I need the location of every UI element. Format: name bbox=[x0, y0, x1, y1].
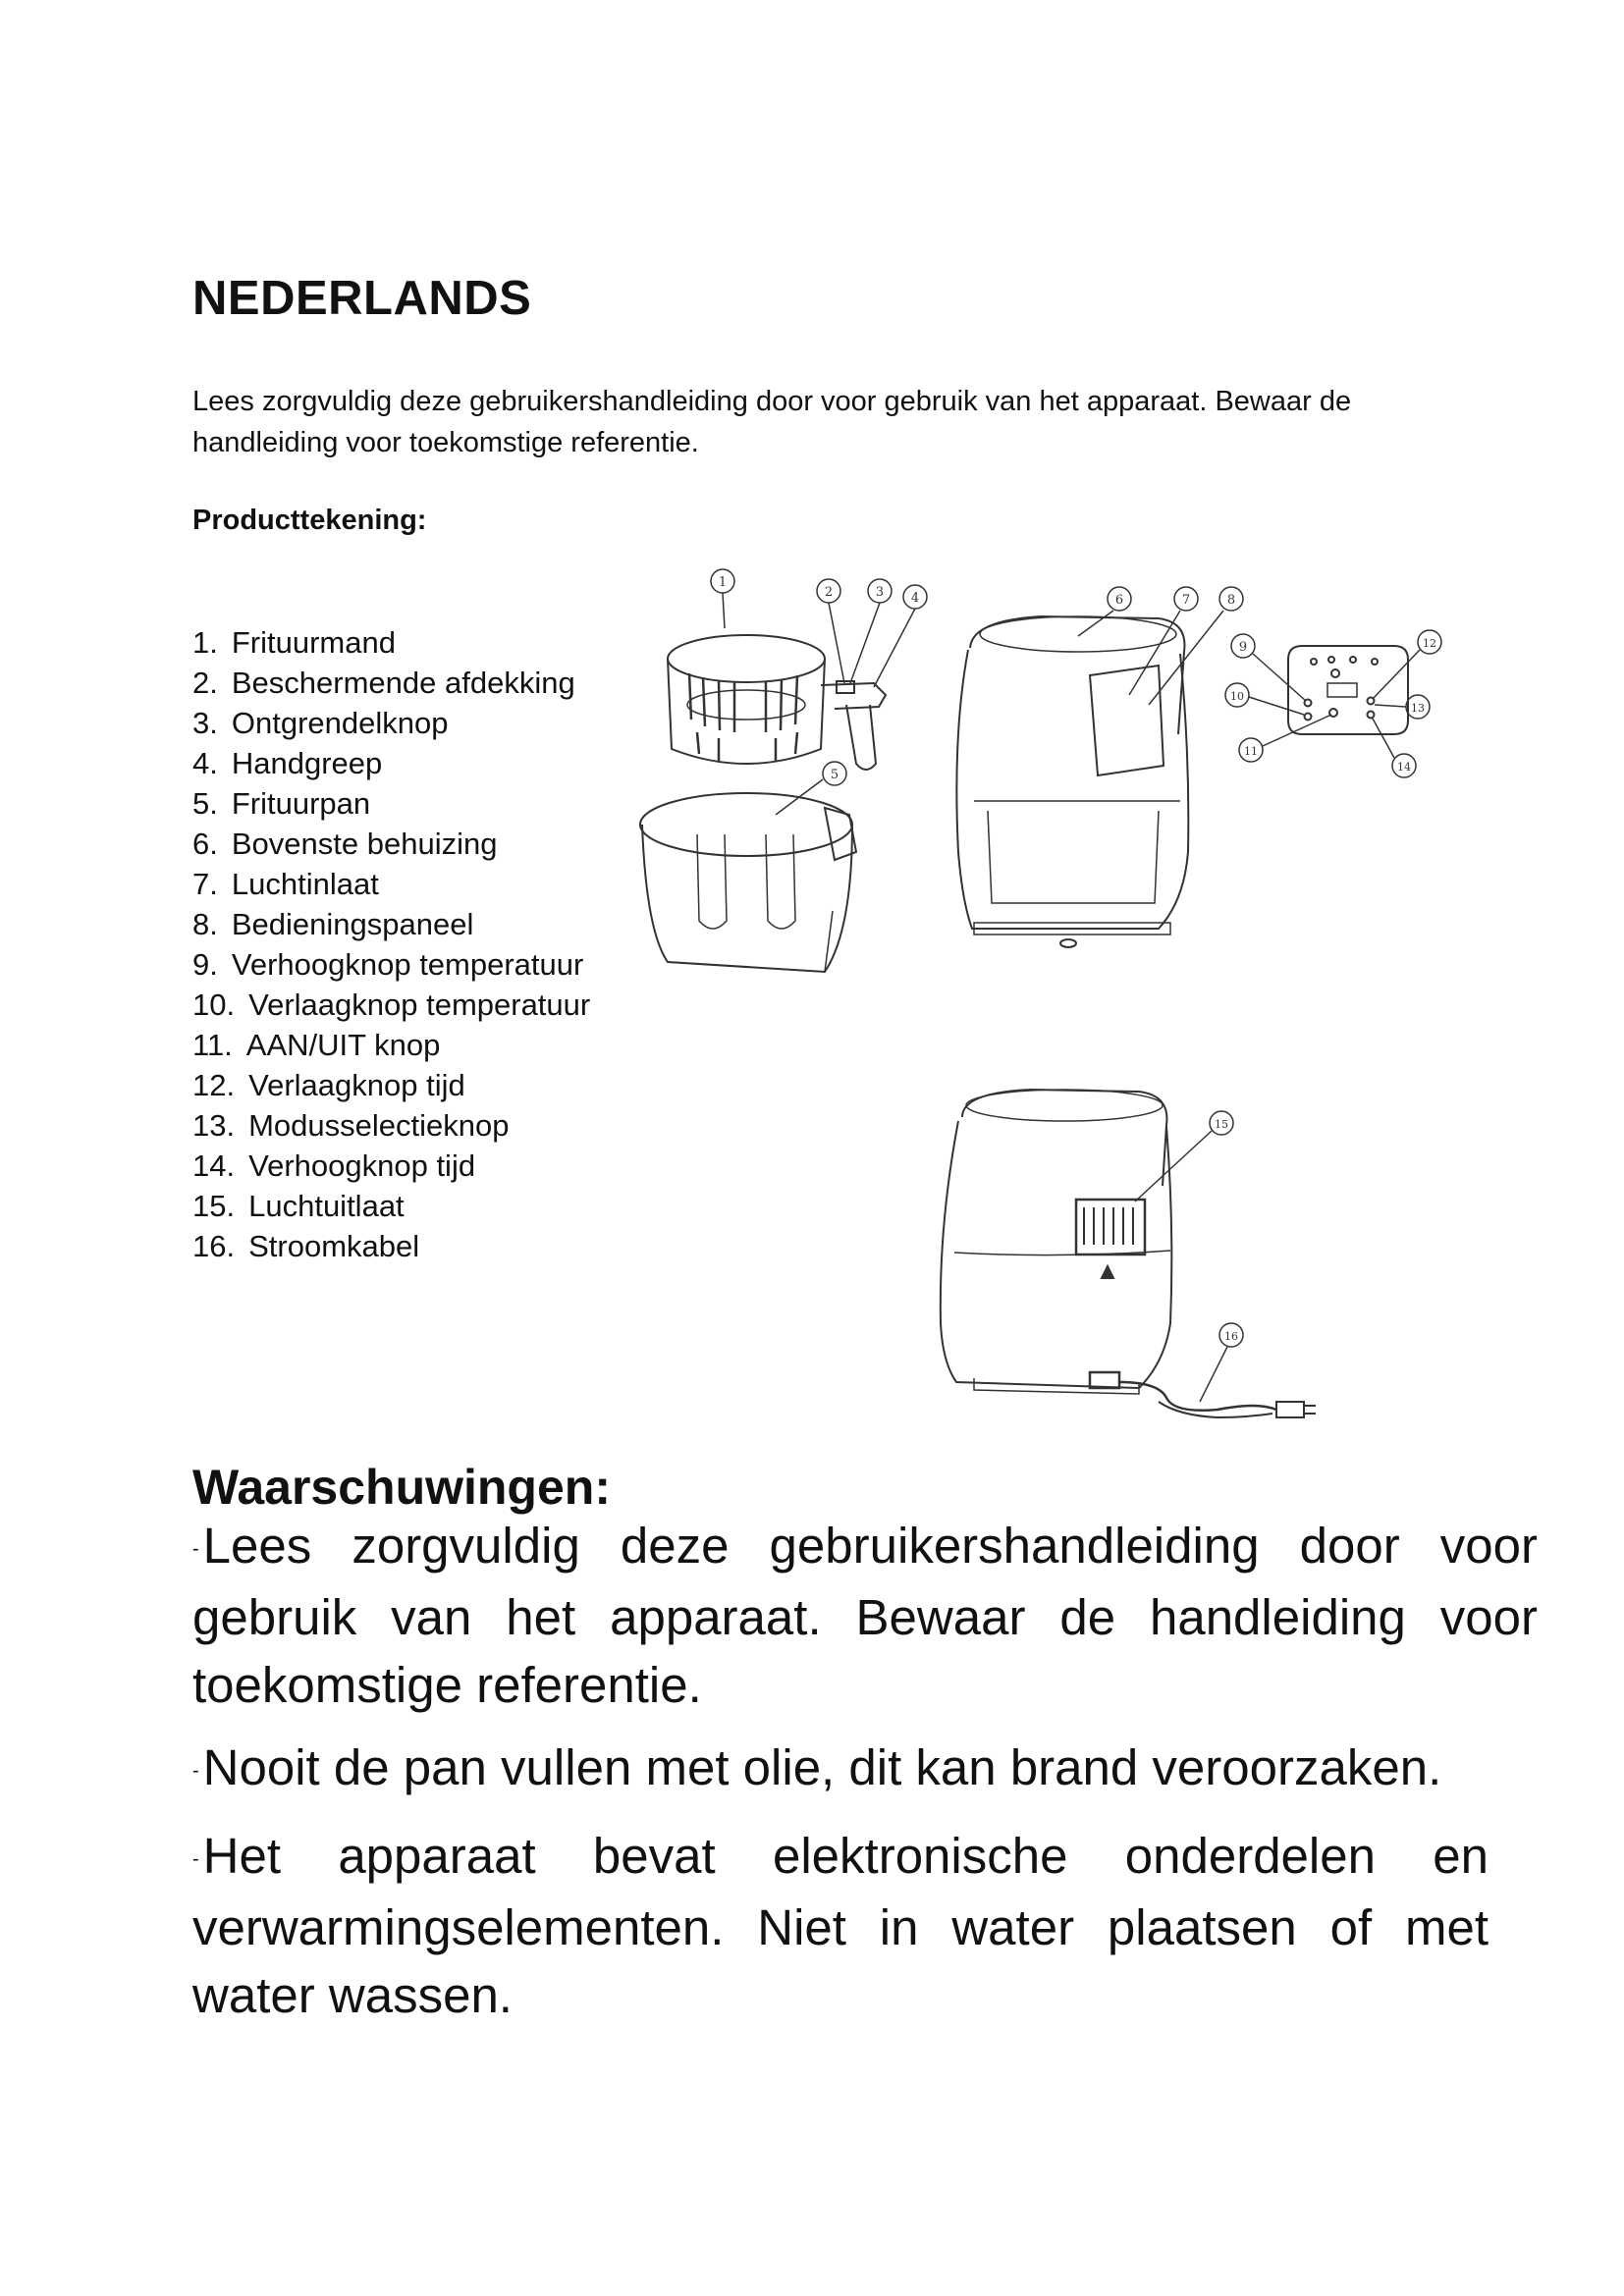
list-item: 10. Verlaagknop temperatuur bbox=[192, 988, 591, 1022]
list-item: 2. Beschermende afdekking bbox=[192, 666, 575, 700]
list-item: 6. Bovenste behuizing bbox=[192, 827, 498, 861]
svg-text:4: 4 bbox=[910, 591, 920, 606]
warnings-heading: Waarschuwingen: bbox=[192, 1460, 611, 1515]
list-item: 11. AAN/UIT knop bbox=[192, 1028, 441, 1062]
control-panel-drawing bbox=[1288, 646, 1408, 734]
list-item: 9. Verhoogknop temperatuur bbox=[192, 947, 584, 982]
list-item: 12. Verlaagknop tijd bbox=[192, 1068, 465, 1102]
intro-paragraph: Lees zorgvuldig deze gebruikershandleiding door voor gebruik van het apparaat. Bewaar de handleiding voor toekomstige referentie. bbox=[192, 386, 1352, 458]
svg-text:12: 12 bbox=[1423, 637, 1436, 650]
svg-text:15: 15 bbox=[1215, 1118, 1228, 1131]
parts-list bbox=[192, 622, 624, 1266]
warning-item: -Het apparaat bevat elektronische onderdelen en verwarmingselementen. Niet in water plaatsen of met water wassen. bbox=[192, 1828, 1489, 2024]
list-item: 15. Luchtuitlaat bbox=[192, 1189, 405, 1223]
product-drawing-heading: Producttekening: bbox=[192, 505, 427, 536]
product-drawing bbox=[628, 558, 1463, 1441]
svg-text:1: 1 bbox=[718, 575, 728, 590]
list-item: 4. Handgreep bbox=[192, 746, 383, 780]
air-fryer-front-drawing bbox=[956, 616, 1188, 947]
svg-text:5: 5 bbox=[830, 768, 839, 782]
svg-text:13: 13 bbox=[1411, 702, 1425, 715]
fryer-pan-drawing bbox=[640, 793, 856, 972]
svg-text:8: 8 bbox=[1226, 593, 1236, 608]
svg-text:11: 11 bbox=[1244, 745, 1258, 758]
callout-labels bbox=[711, 569, 1441, 1402]
handle-drawing bbox=[821, 681, 886, 770]
page-title: NEDERLANDS bbox=[192, 272, 532, 325]
list-item: 13. Modusselectieknop bbox=[192, 1108, 510, 1143]
list-item: 16. Stroomkabel bbox=[192, 1229, 420, 1263]
svg-text:7: 7 bbox=[1181, 593, 1191, 608]
list-item: 1. Frituurmand bbox=[192, 625, 396, 660]
list-item: 7. Luchtinlaat bbox=[192, 867, 379, 901]
fryer-basket-drawing bbox=[668, 635, 825, 764]
svg-text:2: 2 bbox=[824, 585, 834, 600]
svg-text:6: 6 bbox=[1114, 593, 1124, 608]
svg-text:10: 10 bbox=[1230, 690, 1244, 703]
svg-text:16: 16 bbox=[1224, 1330, 1238, 1343]
list-item: 3. Ontgrendelknop bbox=[192, 706, 449, 740]
list-item: 5. Frituurpan bbox=[192, 786, 371, 821]
warning-item: -Lees zorgvuldig deze gebruikershandleiding door voor gebruik van het apparaat. Bewaar de handleiding voor toekomstige referentie. bbox=[192, 1518, 1538, 1714]
svg-text:9: 9 bbox=[1238, 640, 1248, 655]
air-fryer-rear-drawing bbox=[941, 1090, 1316, 1417]
list-item: 14. Verhoogknop tijd bbox=[192, 1148, 476, 1183]
svg-text:3: 3 bbox=[875, 585, 885, 600]
list-item: 8. Bedieningspaneel bbox=[192, 907, 474, 941]
svg-text:14: 14 bbox=[1397, 761, 1411, 774]
warning-item: -Nooit de pan vullen met olie, dit kan brand veroorzaken. bbox=[192, 1739, 1442, 1795]
